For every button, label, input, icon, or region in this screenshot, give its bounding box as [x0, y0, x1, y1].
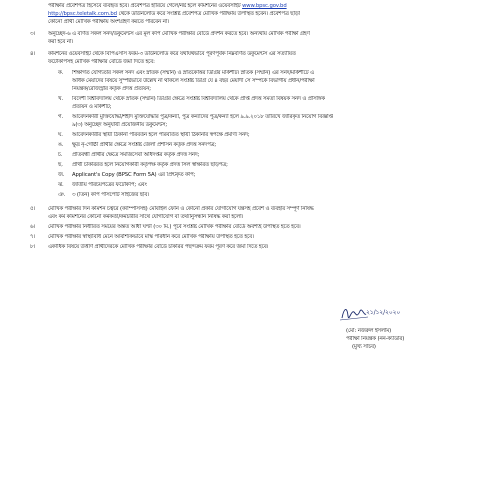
sub-item-letter: ঝ.	[58, 182, 64, 188]
sub-item-letter: জ.	[58, 172, 65, 178]
item-8-line-1: একাধিক বিষয়ে উত্তীর্ণ প্রার্থীদেরকে মৌখিক পরীক্ষার বোর্ডে চাকরির পছন্দক্রম ফরম পূরণ করে জমা দিতে হবে।	[48, 244, 269, 250]
sub-item-letter: ক.	[58, 70, 64, 76]
sub-item-letter: ঘ.	[58, 132, 63, 138]
teletalk-website-link[interactable]: http://bpsc.teletalk.com.bd	[48, 11, 117, 17]
sub-item-letter: গ.	[58, 114, 64, 120]
sub-item-ka-line-1: শিক্ষাগত যোগ্যতার সকল সনদ এবং স্নাতক (সম্মান) ও স্নাতকোত্তর ডিগ্রির মার্কশীট। স্নাতক (সম্মান) এর সনদ/মার্কশীটে এ	[72, 70, 314, 76]
sub-item-gha-line-1: আবেদনকারীর স্থায়ী ঠিকানা পরিবর্তন হলে পরিবর্তিত স্থায়ী ঠিকানার স্বপক্ষে প্রমাণ্য সনদ;	[72, 132, 250, 138]
item-5-line-1: মৌখিক পরীক্ষার দিন কমিশন চত্বরে (ক্যাম্পাসসহ) মোবাইল ফোন ও কোনো প্রকার যোগাযোগ যন্ত্রসহ প্রবেশ ও ব্যবহার সম্পূর্ণ নিষিদ্ধ	[48, 206, 314, 212]
signature-date: ২১/১২/২০২০	[366, 309, 401, 316]
sub-item-kha-line-2: প্রত্যয়ন ও মার্কশীট;	[72, 104, 112, 110]
sub-item-ka-line-3: নিয়ন্ত্রক/রেজিস্ট্রার কর্তৃক প্রদত্ত প্রত্যয়ন;	[72, 86, 151, 92]
bpsc-website-link[interactable]: www.bpsc.gov.bd	[242, 3, 287, 9]
item-number: ৭।	[30, 234, 36, 240]
intro-line-2: http://bpsc.teletalk.com.bd থেকে ডাউনলোড করে সংশ্লিষ্ট প্রবেশপত্র মৌখিক পরীক্ষায় উপস্থিত হবেন। প্রবেশপত্র ছাড়া	[48, 11, 301, 17]
sub-item-kha-line-1: বিদেশী বিশ্ববিদ্যালয় থেকে স্নাতক (সম্মান) ডিগ্রির ক্ষেত্রে সংশ্লিষ্ট বিশ্ববিদ্যালয় থেকে প্রাপ্ত প্রদত্ত সমতা বিষয়ক সনদ ও প্রাসঙ্গিক	[72, 96, 326, 102]
sub-item-letter: ছ.	[58, 162, 63, 168]
item-7-line-1: মৌখিক পরীক্ষার স্বাস্থ্যবিধি মেনে আবশ্যিকভাবে মাস্ক পরিধান করে মৌখিক পরীক্ষায় উপস্থিত হতে হবে।	[48, 234, 254, 240]
sub-item-ka-line-2: অধিক মেয়াদের বিষয়ে সুস্পষ্টভাবে উল্লেখ না থাকলে সংশ্লিষ্ট ডিগ্রি যে ৪ বছর মেয়াদী সে সম্পর্কে বিভাগীয় প্রধান/পরীক্ষা	[72, 78, 315, 84]
sub-item-nya-line-1: ৩ (তিন) কপি পাসপোর্ট সাইজের ছবি।	[72, 192, 150, 198]
signatory-designation: পরীক্ষা নিয়ন্ত্রক (নন-ক্যাডার)	[346, 336, 405, 342]
intro-line-3: কোনো প্রার্থী মৌখিক পরীক্ষায় অংশগ্রহণ করতে পারবেন না।	[48, 19, 170, 25]
sub-item-cha-line-1: প্রতিবন্ধী প্রার্থীর ক্ষেত্রে সমাজসেবা অধিদপ্তর কর্তৃক প্রদত্ত সনদ;	[72, 152, 200, 158]
item-4-line-2: ফটোকপিসহ মৌখিক পরীক্ষার বোর্ডে জমা দিতে হবে:	[48, 59, 155, 65]
sub-item-chha-line-1: প্রার্থী চাকরিরত হলে নিয়োগকারী কর্তৃপক্ষ কর্তৃক প্রদত্ত সিল স্বাক্ষরিত ছাড়পত্র;	[72, 162, 228, 168]
sub-item-jha-line-1: জাতীয় পরিচয়পত্রের ফটোকপি; এবং	[72, 182, 147, 188]
signatory-office: (মুখ্য সচিব)	[352, 344, 376, 350]
sub-item-letter: খ.	[58, 96, 64, 102]
item-number: ৪।	[30, 51, 36, 57]
sub-item-ga-line-1: আবেদনকারী মুক্তিযোদ্ধা/শহীদ মুক্তিযোদ্ধার পুত্র/কন্যা, পুত্র কন্যাদের পুত্র/কন্যা হলে ৯.৯.২০১৮ তারিখে জারিকৃত নিয়োগ বিজ্ঞপ্তি	[72, 114, 333, 120]
item-3-line-1: অনুচ্ছেদ-৬ এ বর্ণিত সকল সনদ/ডকুমেন্টস এর মূল কপি মৌখিক পরীক্ষার বোর্ডে প্রদর্শন করতে হবে। অন্যথায় মৌখিক পরীক্ষা গ্রহণ	[48, 31, 310, 37]
sub-item-letter: ঙ.	[58, 142, 64, 148]
item-5-line-2: এবং কর্ম কমিশনের কোনো কর্মকর্তা/কর্মচারীর সাথে যোগাযোগ বা তথ্যানুসন্ধান নিষিদ্ধ করা হলো।	[48, 214, 244, 220]
sub-item-umo-line-1: ক্ষুদ্র নৃ-গোষ্ঠী প্রার্থীর ক্ষেত্রে সংশ্লিষ্ট জেলা প্রশাসন কর্তৃক প্রদত্ত সনদপত্র;	[72, 142, 217, 148]
item-4-line-1: কমিশনের ওয়েবসাইট থেকে বিপিএসসি ফরম-৩ ডাউনলোড করে যথাযথভাবে পূরণপূর্বক নিম্নবর্ণিত ডকুমেন্টস এর সত্যায়িত	[48, 51, 296, 57]
item-number: ৮।	[30, 244, 36, 250]
sub-item-letter: চ.	[58, 152, 63, 158]
signatory-name: (মো: নজরুল ইসলাম)	[346, 328, 392, 334]
item-3-line-2: করা হবে না।	[48, 39, 74, 45]
item-number: ৩।	[30, 31, 36, 37]
sub-item-ja-line-1: Applicant's Copy (BPSC Form 5A) এর প্রিন্টকৃত কপি;	[72, 172, 196, 178]
sub-item-ga-line-2: ৯(৩) অনুচ্ছেদ অনুযায়ী প্রয়োজনীয় ডকুমেন্টস;	[72, 122, 168, 128]
intro-line-1: পরীক্ষার প্রবেশপত্র হিসেবে ব্যবহৃত হবে। প্রবেশপত্র হারিয়ে গেলে/নষ্ট হলে কমিশনের ওয়েবসাইট www.bpsc.gov.bd	[48, 3, 287, 9]
sub-item-letter: ঞ.	[58, 192, 66, 198]
item-number: ৫।	[30, 206, 36, 212]
item-number: ৬।	[30, 224, 36, 230]
item-6-line-1: মৌখিক পরীক্ষার নির্ধারিত সময়ের অন্তত আধা ঘণ্টা (৩০ মি.) পূর্বে সংশ্লিষ্ট মৌখিক পরীক্ষার বোর্ডে অবশ্যই উপস্থিত হতে হবে।	[48, 224, 301, 230]
